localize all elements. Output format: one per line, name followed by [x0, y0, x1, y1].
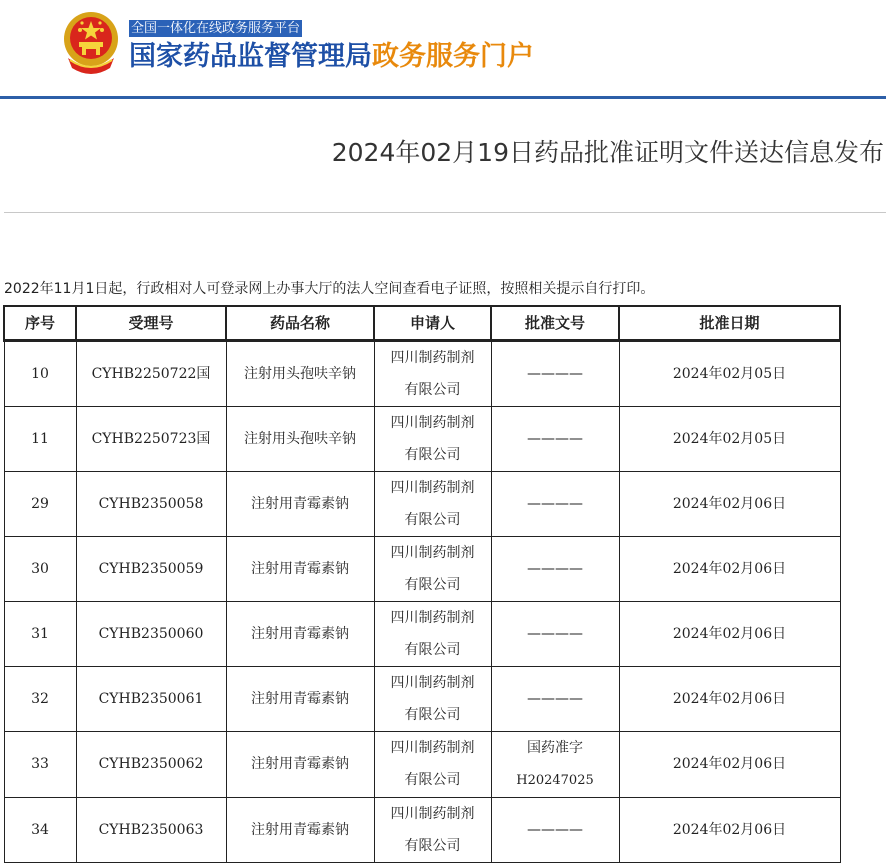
notice-text: 2022年11月1日起，行政相对人可登录网上办事大厅的法人空间查看电子证照，按照相关提示自行打印。: [4, 281, 655, 297]
cell-drug: 注射用头孢呋辛钠: [226, 406, 374, 471]
applicant-line1: 四川制药制剂: [390, 414, 475, 431]
applicant-line2: 有限公司: [404, 706, 461, 723]
applicant-line2: 有限公司: [404, 511, 461, 528]
header-acceptance: 受理号: [76, 306, 226, 340]
applicant-line2: 有限公司: [404, 772, 461, 788]
cell-date: 2024年02月05日: [619, 340, 840, 406]
cell-drug: 注射用青霉素钠: [226, 536, 374, 601]
title-divider: [4, 212, 886, 213]
applicant-line2: 有限公司: [404, 641, 461, 658]
cell-acceptance: CYHB2350059: [76, 536, 226, 601]
applicant-line1: 四川制药制剂: [390, 740, 475, 756]
header-divider: [0, 96, 886, 99]
table-row: [4, 731, 840, 797]
cell-drug: 注射用青霉素钠: [226, 471, 374, 536]
cell-date: 2024年02月06日: [619, 536, 840, 601]
cell-applicant: [374, 797, 491, 862]
applicant-line2: 有限公司: [404, 837, 461, 854]
cell-approval: [491, 536, 619, 601]
cell-drug: 注射用青霉素钠: [226, 666, 374, 731]
cell-applicant: [374, 536, 491, 601]
cell-no: 10: [4, 340, 76, 406]
table-body: [4, 340, 840, 862]
applicant-line2: 有限公司: [404, 381, 461, 398]
approval-line1: ————: [527, 365, 583, 382]
approval-line1: ————: [527, 625, 583, 642]
cell-applicant: [374, 406, 491, 471]
cell-drug: 注射用头孢呋辛钠: [226, 340, 374, 406]
table-row: [4, 340, 840, 406]
cell-drug: 注射用青霉素钠: [226, 601, 374, 666]
table-header-row: [4, 306, 840, 340]
applicant-line1: 四川制药制剂: [390, 674, 475, 691]
cell-applicant: [374, 666, 491, 731]
cell-no: 34: [4, 797, 76, 862]
table-row: [4, 666, 840, 731]
cell-date: 2024年02月06日: [619, 666, 840, 731]
national-emblem-icon: [62, 10, 120, 76]
applicant-line1: 四川制药制剂: [390, 544, 475, 561]
cell-date: 2024年02月06日: [619, 601, 840, 666]
portal-name-main: 国家药品监督管理局: [129, 41, 372, 72]
table-row: [4, 471, 840, 536]
cell-approval: [491, 406, 619, 471]
cell-approval: [491, 731, 619, 797]
cell-applicant: [374, 471, 491, 536]
cell-drug: 注射用青霉素钠: [226, 731, 374, 797]
applicant-line2: 有限公司: [404, 446, 461, 463]
approval-line1: ————: [527, 495, 583, 512]
cell-no: 31: [4, 601, 76, 666]
table-row: [4, 536, 840, 601]
cell-approval: [491, 797, 619, 862]
approval-line2: H20247025: [516, 772, 594, 788]
cell-date: 2024年02月06日: [619, 797, 840, 862]
cell-acceptance: CYHB2250723国: [76, 406, 226, 471]
header-drug: 药品名称: [226, 306, 374, 340]
applicant-line1: 四川制药制剂: [390, 349, 475, 366]
cell-no: 29: [4, 471, 76, 536]
table-row: [4, 601, 840, 666]
approval-line1: 国药准字: [527, 739, 583, 756]
table-row: [4, 406, 840, 471]
portal-name[interactable]: [129, 40, 534, 74]
approval-line1: ————: [527, 430, 583, 447]
cell-applicant: [374, 601, 491, 666]
cell-acceptance: CYHB2350060: [76, 601, 226, 666]
cell-date: 2024年02月06日: [619, 731, 840, 797]
cell-approval: [491, 471, 619, 536]
cell-acceptance: CYHB2350061: [76, 666, 226, 731]
cell-applicant: [374, 340, 491, 406]
site-header: [0, 0, 886, 98]
approval-line1: ————: [527, 690, 583, 707]
portal-name-sub: 政务服务门户: [372, 41, 534, 72]
cell-acceptance: CYHB2350063: [76, 797, 226, 862]
cell-drug: 注射用青霉素钠: [226, 797, 374, 862]
cell-no: 11: [4, 406, 76, 471]
approval-line1: ————: [527, 560, 583, 577]
page-title: 2024年02月19日药品批准证明文件送达信息发布: [331, 138, 884, 167]
applicant-line1: 四川制药制剂: [390, 609, 475, 626]
cell-acceptance: CYHB2350062: [76, 731, 226, 797]
header-applicant: 申请人: [374, 306, 491, 340]
cell-date: 2024年02月05日: [619, 406, 840, 471]
applicant-line1: 四川制药制剂: [390, 479, 475, 496]
cell-approval: [491, 340, 619, 406]
cell-no: 33: [4, 731, 76, 797]
cell-no: 32: [4, 666, 76, 731]
cell-approval: [491, 601, 619, 666]
cell-no: 30: [4, 536, 76, 601]
table-row: [4, 797, 840, 862]
header-date: 批准日期: [619, 306, 840, 340]
cell-acceptance: CYHB2250722国: [76, 340, 226, 406]
approval-line1: ————: [527, 821, 583, 838]
cell-date: 2024年02月06日: [619, 471, 840, 536]
cell-approval: [491, 666, 619, 731]
header-approval: 批准文号: [491, 306, 619, 340]
applicant-line1: 四川制药制剂: [390, 805, 475, 822]
portal-tag: 全国一体化在线政务服务平台: [131, 21, 301, 36]
header-no: 序号: [4, 306, 76, 340]
approval-table: [3, 305, 841, 863]
cell-applicant: [374, 731, 491, 797]
cell-acceptance: CYHB2350058: [76, 471, 226, 536]
applicant-line2: 有限公司: [404, 576, 461, 593]
